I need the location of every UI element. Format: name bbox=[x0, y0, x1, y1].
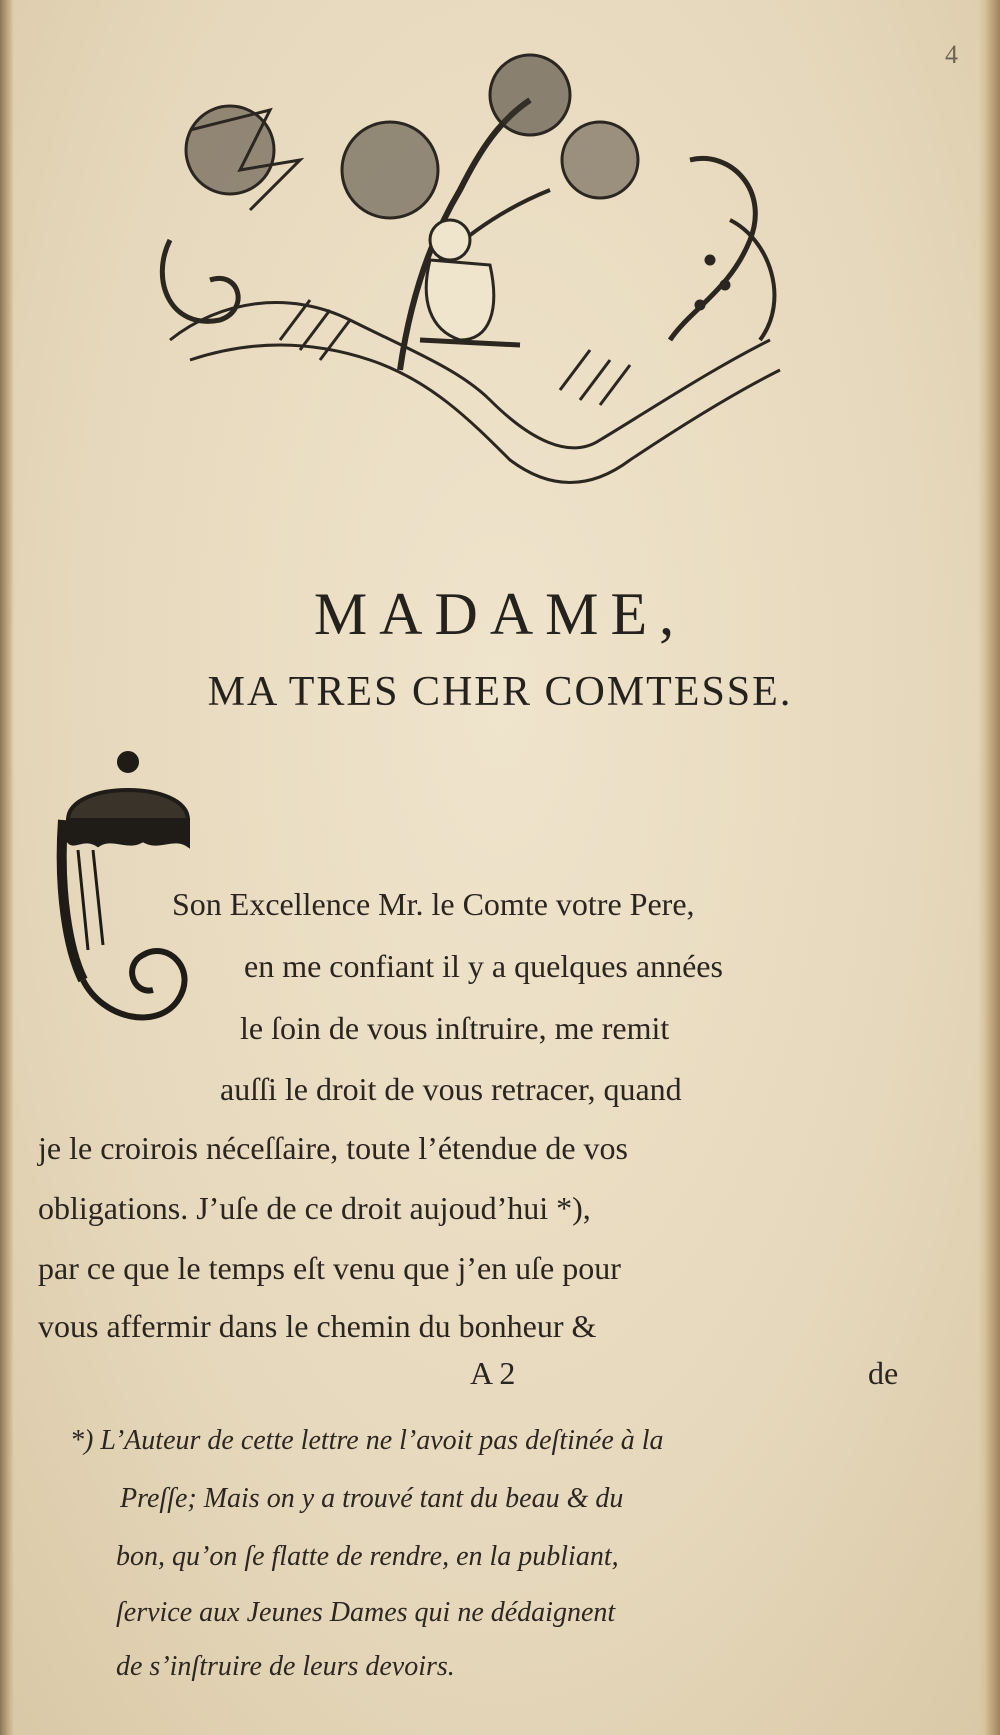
body-line-1: Son Excellence Mr. le Comte votre Pere, bbox=[172, 886, 695, 922]
body-line-5: je le croirois néceſſaire, toute l’étendue de vos bbox=[38, 1130, 628, 1166]
heading-addressee: MA TRES CHER COMTESSE. bbox=[207, 669, 793, 715]
page-left-edge bbox=[0, 0, 14, 1735]
signature-mark: A 2 bbox=[470, 1355, 516, 1391]
body-line-6: obligations. J’uſe de ce droit aujoud’hui *), bbox=[38, 1190, 591, 1226]
footnote-line-5: de s’inſtruire de leurs devoirs. bbox=[116, 1651, 455, 1682]
body-line-7: par ce que le temps eſt venu que j’en uſe pour bbox=[38, 1250, 621, 1286]
heading-salutation: MADAME, bbox=[313, 581, 687, 647]
body-line-8: vous affermir dans le chemin du bonheur & bbox=[38, 1308, 597, 1344]
body-line-2: en me confiant il y a quelques années bbox=[244, 948, 723, 984]
woodcut-vignette-icon bbox=[130, 40, 810, 500]
catchword: de bbox=[868, 1355, 899, 1391]
footnote-line-3: bon, qu’on ſe flatte de rendre, en la publiant, bbox=[116, 1541, 619, 1572]
footnote-line-2: Preſſe; Mais on y a trouvé tant du beau & du bbox=[120, 1483, 624, 1514]
footnote-line-4: ſervice aux Jeunes Dames qui ne dédaignent bbox=[116, 1597, 616, 1628]
body-line-3: le ſoin de vous inſtruire, me remit bbox=[240, 1010, 670, 1046]
footnote-line-1: *) L’Auteur de cette lettre ne l’avoit pas deſtinée à la bbox=[70, 1425, 664, 1456]
page-number: 4 bbox=[945, 40, 958, 69]
body-line-4: auſſi le droit de vous retracer, quand bbox=[220, 1071, 682, 1107]
page-right-edge bbox=[978, 0, 1000, 1735]
